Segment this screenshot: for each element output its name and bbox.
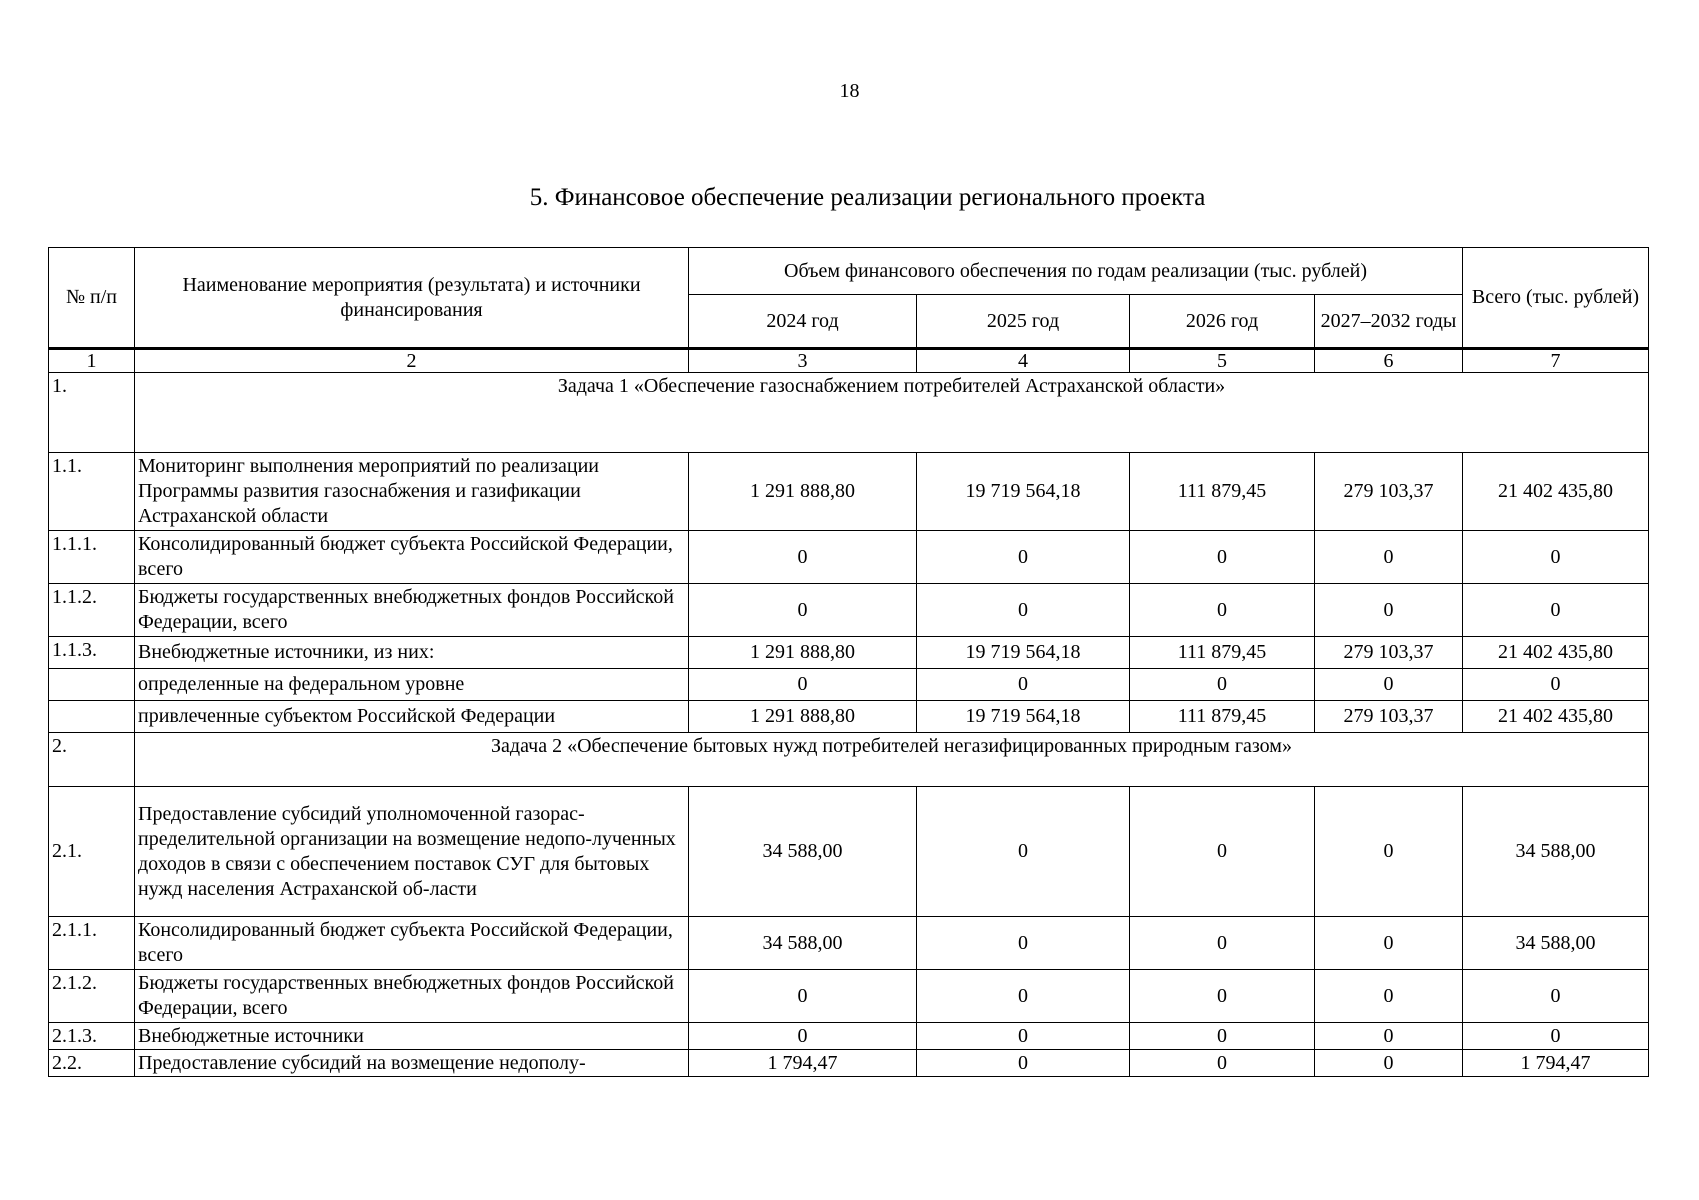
header-year-2024: 2024 год — [689, 295, 917, 349]
value-2026: 0 — [1130, 970, 1315, 1023]
row-number: 2.1. — [49, 787, 135, 917]
row-name: Предоставление субсидий на возмещение недополу- — [135, 1050, 689, 1077]
row-number: 2.2. — [49, 1050, 135, 1077]
value-2024: 1 794,47 — [689, 1050, 917, 1077]
value-total: 0 — [1463, 970, 1649, 1023]
value-total: 21 402 435,80 — [1463, 453, 1649, 531]
column-number: 2 — [135, 349, 689, 373]
table-row — [49, 637, 1649, 669]
row-name: Внебюджетные источники, из них: — [135, 637, 689, 669]
value-total: 34 588,00 — [1463, 787, 1649, 917]
header-total: Всего (тыс. рублей) — [1463, 248, 1649, 349]
value-2025: 19 719 564,18 — [917, 453, 1130, 531]
value-2026: 111 879,45 — [1130, 637, 1315, 669]
column-number: 7 — [1463, 349, 1649, 373]
value-2026: 0 — [1130, 531, 1315, 584]
value-total: 0 — [1463, 669, 1649, 701]
row-number: 2.1.3. — [49, 1023, 135, 1050]
value-2024: 1 291 888,80 — [689, 637, 917, 669]
value-2027-2032: 0 — [1315, 584, 1463, 637]
value-2027-2032: 0 — [1315, 531, 1463, 584]
value-2027-2032: 0 — [1315, 1050, 1463, 1077]
value-total: 0 — [1463, 531, 1649, 584]
value-2025: 0 — [917, 917, 1130, 970]
value-2026: 111 879,45 — [1130, 453, 1315, 531]
value-2026: 0 — [1130, 1050, 1315, 1077]
header-year-2026: 2026 год — [1130, 295, 1315, 349]
table-row — [49, 701, 1649, 733]
value-2025: 0 — [917, 787, 1130, 917]
value-2027-2032: 0 — [1315, 917, 1463, 970]
row-number — [49, 669, 135, 701]
table-row — [49, 970, 1649, 1023]
value-total: 21 402 435,80 — [1463, 637, 1649, 669]
value-2025: 0 — [917, 584, 1130, 637]
value-total: 21 402 435,80 — [1463, 701, 1649, 733]
table-row — [49, 531, 1649, 584]
table-row — [49, 1023, 1649, 1050]
row-name: Бюджеты государственных внебюджетных фондов Российской Федерации, всего — [135, 970, 689, 1023]
row-number: 1.1.1. — [49, 531, 135, 584]
value-2024: 0 — [689, 531, 917, 584]
value-2027-2032: 0 — [1315, 787, 1463, 917]
value-2027-2032: 0 — [1315, 669, 1463, 701]
task-title: Задача 2 «Обеспечение бытовых нужд потребителей негазифицированных природным газом» — [135, 733, 1649, 787]
value-2026: 111 879,45 — [1130, 701, 1315, 733]
value-total: 0 — [1463, 1023, 1649, 1050]
row-number: 1. — [49, 373, 135, 453]
value-2024: 0 — [689, 584, 917, 637]
value-2024: 1 291 888,80 — [689, 701, 917, 733]
value-2026: 0 — [1130, 917, 1315, 970]
page-number: 18 — [839, 80, 860, 102]
table-row — [49, 669, 1649, 701]
task-row — [49, 733, 1649, 787]
table-row — [49, 1050, 1649, 1077]
value-total: 0 — [1463, 584, 1649, 637]
value-2025: 0 — [917, 1023, 1130, 1050]
row-name: Внебюджетные источники — [135, 1023, 689, 1050]
column-number: 3 — [689, 349, 917, 373]
header-year-2025: 2025 год — [917, 295, 1130, 349]
column-numbers-row — [49, 349, 1649, 373]
financing-table — [48, 247, 1649, 1077]
value-2024: 0 — [689, 1023, 917, 1050]
header-year-2027-2032: 2027–2032 годы — [1315, 295, 1463, 349]
section-title: 5. Финансовое обеспечение реализации регионального проекта — [529, 184, 1206, 211]
column-number: 4 — [917, 349, 1130, 373]
value-2026: 0 — [1130, 787, 1315, 917]
header-num: № п/п — [49, 248, 135, 349]
value-2025: 0 — [917, 531, 1130, 584]
value-total: 1 794,47 — [1463, 1050, 1649, 1077]
row-number: 2. — [49, 733, 135, 787]
value-2026: 0 — [1130, 584, 1315, 637]
row-number: 2.1.2. — [49, 970, 135, 1023]
row-number: 1.1.2. — [49, 584, 135, 637]
value-2027-2032: 0 — [1315, 1023, 1463, 1050]
table-row — [49, 917, 1649, 970]
value-2025: 0 — [917, 1050, 1130, 1077]
value-total: 34 588,00 — [1463, 917, 1649, 970]
value-2025: 19 719 564,18 — [917, 701, 1130, 733]
row-name: Мониторинг выполнения мероприятий по реализации Программы развития газоснабжения и газификации Астраханской области — [135, 453, 689, 531]
value-2026: 0 — [1130, 1023, 1315, 1050]
header-name: Наименование мероприятия (результата) и источники финансирования — [135, 248, 689, 349]
column-number: 5 — [1130, 349, 1315, 373]
column-number: 1 — [49, 349, 135, 373]
value-2024: 34 588,00 — [689, 787, 917, 917]
row-name: Консолидированный бюджет субъекта Российской Федерации, всего — [135, 531, 689, 584]
value-2025: 0 — [917, 669, 1130, 701]
row-number: 1.1.3. — [49, 637, 135, 669]
row-name: определенные на федеральном уровне — [135, 669, 689, 701]
row-name: Консолидированный бюджет субъекта Российской Федерации, всего — [135, 917, 689, 970]
task-row — [49, 373, 1649, 453]
row-number — [49, 701, 135, 733]
row-number: 1.1. — [49, 453, 135, 531]
value-2025: 0 — [917, 970, 1130, 1023]
column-number: 6 — [1315, 349, 1463, 373]
value-2026: 0 — [1130, 669, 1315, 701]
table-row — [49, 787, 1649, 917]
value-2024: 0 — [689, 669, 917, 701]
value-2027-2032: 279 103,37 — [1315, 701, 1463, 733]
header-volume: Объем финансового обеспечения по годам реализации (тыс. рублей) — [689, 248, 1463, 295]
row-name: Предоставление субсидий уполномоченной газорас-пределительной организации на возмещение недопо-лученных доходов в связи с обеспечением поставок СУГ для бытовых нужд населения Астраханской об-ласти — [135, 787, 689, 917]
row-name: привлеченные субъектом Российской Федерации — [135, 701, 689, 733]
table-row — [49, 453, 1649, 531]
task-title: Задача 1 «Обеспечение газоснабжением потребителей Астраханской области» — [135, 373, 1649, 453]
row-number: 2.1.1. — [49, 917, 135, 970]
value-2027-2032: 279 103,37 — [1315, 453, 1463, 531]
table-body — [49, 349, 1649, 1077]
row-name: Бюджеты государственных внебюджетных фондов Российской Федерации, всего — [135, 584, 689, 637]
value-2024: 34 588,00 — [689, 917, 917, 970]
value-2024: 1 291 888,80 — [689, 453, 917, 531]
value-2025: 19 719 564,18 — [917, 637, 1130, 669]
table-row — [49, 584, 1649, 637]
value-2027-2032: 279 103,37 — [1315, 637, 1463, 669]
value-2027-2032: 0 — [1315, 970, 1463, 1023]
value-2024: 0 — [689, 970, 917, 1023]
